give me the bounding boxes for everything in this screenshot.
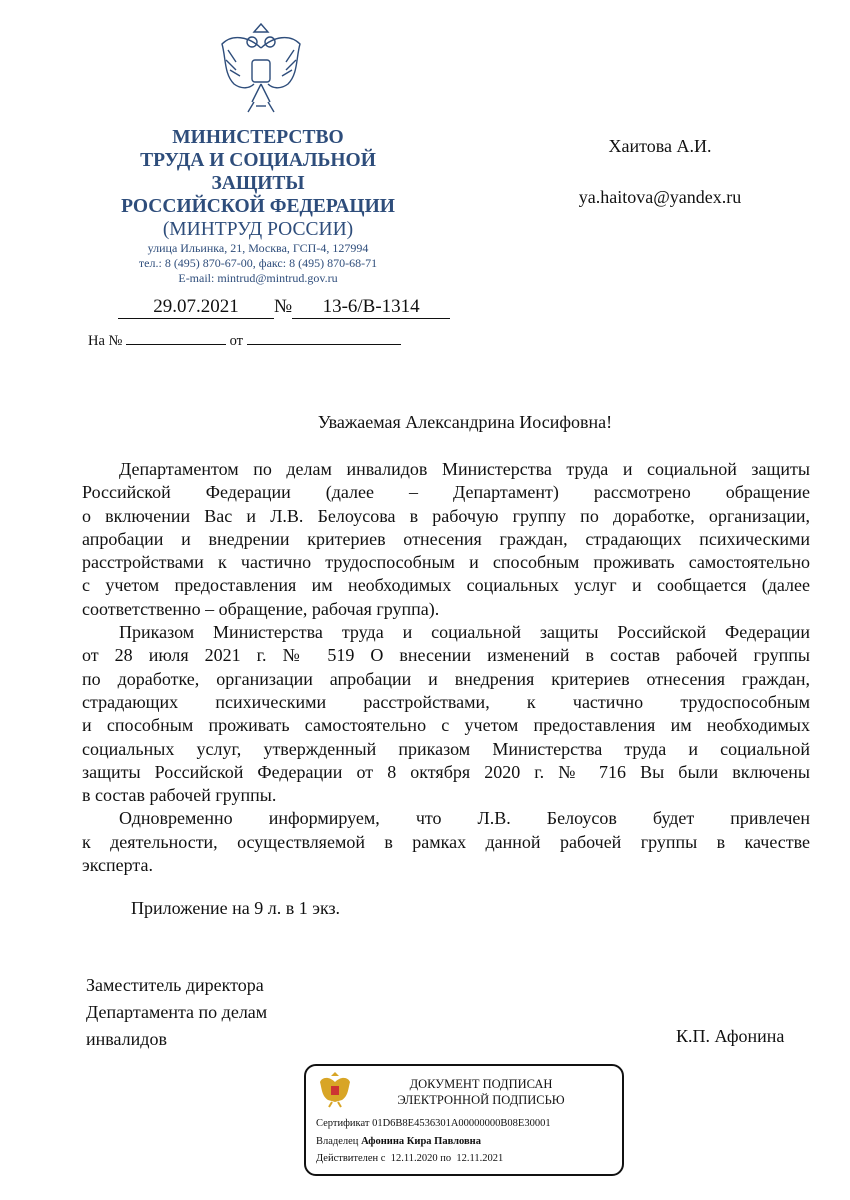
position-line: инвалидов [86, 1029, 167, 1049]
registration-line [118, 296, 450, 319]
reference-line [88, 330, 401, 350]
ministry-name-line: РОССИЙСКОЙ ФЕДЕРАЦИИ [121, 196, 395, 217]
text-line: Департаментом по делам инвалидов Министерства труда и социальной защиты [119, 459, 810, 479]
text-line: защиты Российской Федерации от 8 октября 2020 г. № 716 Вы были включены [82, 761, 810, 782]
stamp-title-line: ЭЛЕКТРОННОЙ ПОДПИСЬЮ [397, 1093, 565, 1107]
text-line: апробации и внедрении критериев отнесения граждан, страдающих психическими [82, 528, 810, 549]
ministry-name-line: ЗАЩИТЫ [211, 173, 305, 194]
text-line: Российской Федерации (далее – Департамент) рассмотрено обращение [82, 482, 810, 503]
text-line: расстройствами к частично трудоспособным и способным проживать самостоятельно [82, 552, 810, 573]
greeting: Уважаемая Александрина Иосифовна! [317, 412, 613, 432]
paragraph [82, 458, 810, 621]
valid-to-label: по [440, 1153, 452, 1164]
registration-number: 13-6/В-1314 [292, 296, 450, 319]
text-line: эксперта. [82, 855, 153, 876]
ministry-name-line: ТРУДА И СОЦИАЛЬНОЙ [140, 150, 376, 171]
ministry-letterhead [90, 126, 426, 286]
stamp-title-line: ДОКУМЕНТ ПОДПИСАН [409, 1077, 553, 1091]
ministry-short-name: (МИНТРУД РОССИИ) [162, 219, 354, 240]
valid-from: 12.11.2020 [390, 1153, 438, 1164]
ref-number-blank [126, 330, 226, 345]
number-sign: № [274, 296, 293, 317]
text-line: по доработке, организации апробации и внедрения критериев отнесения граждан, [82, 668, 810, 689]
stamp-title [366, 1076, 596, 1108]
certificate-label: Сертификат [316, 1118, 370, 1129]
text-line: социальных услуг, утвержденный приказом Министерства труда и социальной [82, 738, 810, 759]
signatory-position [86, 972, 267, 1053]
certificate-value: 01D6B8E4536301A00000000B08E30001 [372, 1118, 551, 1129]
position-line: Заместитель директора [86, 975, 264, 995]
ref-prefix: На № [88, 333, 123, 349]
text-line: и способным проживать самостоятельно с учетом предоставления им необходимых [82, 715, 810, 736]
text-line: страдающих психическими расстройствами, к частично трудоспособным [82, 691, 810, 712]
addressee [540, 136, 780, 238]
ref-from: от [229, 333, 244, 349]
owner-row [316, 1136, 481, 1147]
attachment-note: Приложение на 9 л. в 1 экз. [131, 898, 341, 918]
ministry-name-line: МИНИСТЕРСТВО [172, 127, 344, 148]
position-line: Департамента по делам [86, 1002, 268, 1022]
letter-body [82, 458, 810, 877]
ref-date-blank [247, 330, 401, 345]
addressee-email: ya.haitova@yandex.ru [578, 187, 742, 207]
coat-of-arms-icon [318, 1072, 352, 1108]
text-line: к деятельности, осуществляемой в рамках данной рабочей группы в качестве [82, 831, 810, 852]
validity-row [316, 1153, 503, 1164]
coat-of-arms-emblem [218, 18, 304, 124]
ministry-address: улица Ильинка, 21, Москва, ГСП-4, 127994 [147, 241, 369, 255]
text-line: с учетом предоставления им необходимых социальных услуг и сообщается (далее [82, 575, 810, 596]
text-line: от 28 июля 2021 г. № 519 О внесении изменений в состав рабочей группы [82, 645, 810, 666]
paragraph [82, 807, 810, 877]
certificate-row [316, 1118, 551, 1129]
paragraph [82, 621, 810, 807]
owner-value: Афонина Кира Павловна [361, 1136, 481, 1147]
valid-to: 12.11.2021 [456, 1153, 504, 1164]
addressee-name: Хаитова А.И. [608, 136, 712, 156]
text-line: в состав рабочей группы. [82, 785, 277, 806]
text-line: Одновременно информируем, что Л.В. Белоусов будет привлечен [119, 808, 810, 829]
valid-label: Действителен с [316, 1153, 386, 1164]
text-line: соответственно – обращение, рабочая группа). [82, 598, 440, 619]
owner-label: Владелец [316, 1136, 359, 1147]
ministry-email: E-mail: mintrud@mintrud.gov.ru [178, 271, 338, 285]
registration-date: 29.07.2021 [118, 296, 274, 319]
electronic-signature-stamp [304, 1064, 624, 1176]
text-line: Приказом Министерства труда и социальной защиты Российской Федерации [119, 622, 810, 643]
signatory-name: К.П. Афонина [676, 1026, 785, 1046]
ministry-phones: тел.: 8 (495) 870-67-00, факс: 8 (495) 870-68-71 [138, 256, 378, 270]
text-line: о включении Вас и Л.В. Белоусова в рабочую группу по доработке, организации, [82, 505, 810, 526]
